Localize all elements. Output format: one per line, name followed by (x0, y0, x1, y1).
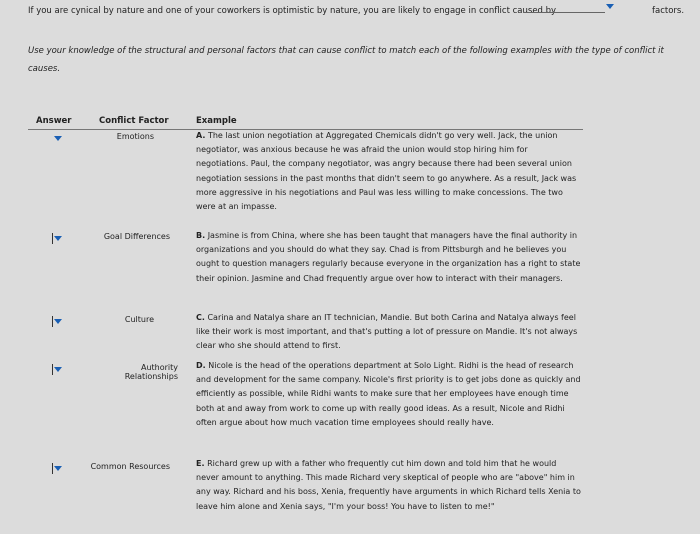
conflict-factor-label: Goal Differences (103, 232, 170, 241)
cursor-bar-icon (52, 233, 53, 244)
example-body: The last union negotiation at Aggregated Chemicals didn't go very well. Jack, the union negotiator, was anxious because he was afraid the union would stop hiring him for negotiations. Paul, the company negotiator, was angry because there had been several union negotiation sessions in the past months that didn't seem to go anywhere. As a result, Jack was more aggressive in his negotiations and Paul was less willing to make concessions. The two were at an impasse. (196, 131, 577, 212)
question-text: If you are cynical by nature and one of your coworkers is optimistic by nature, you are likely to engage in conflict caused by (28, 6, 557, 16)
example-letter: E. (196, 459, 205, 468)
dropdown-arrow-icon (54, 236, 62, 241)
answer-dropdown[interactable] (52, 364, 64, 376)
cursor-bar-icon (52, 364, 53, 375)
conflict-factor-label: Emotions (116, 132, 154, 141)
dropdown-arrow-icon (54, 136, 62, 141)
dropdown-arrow-icon (54, 466, 62, 471)
example-text (196, 311, 581, 354)
dropdown-arrow-icon (54, 367, 62, 372)
conflict-factor-label: Common Resources (90, 462, 170, 471)
example-body: Jasmine is from China, where she has been taught that managers have the final authority in organizations and you should do what they say. Chad is from Pittsburgh and he believes you ought to question managers regularly because everyone in the organization has a right to state their opinion. Jasmine and Chad frequently argue over how to interact with their managers. (196, 231, 581, 283)
example-body: Nicole is the head of the operations department at Solo Light. Ridhi is the head of research and development for the same company. Nicole's first priority is to get jobs done as quickly and efficiently as possible, while Ridhi wants to make sure that her employees have enough time both at and away from work to come up with really good ideas. As a result, Nicole and Ridhi often argue about how much vacation time employees should really have. (196, 361, 581, 427)
example-text (196, 229, 581, 286)
conflict-factor-label: Authority Relationships (124, 363, 178, 381)
dropdown-arrow-icon[interactable] (606, 4, 614, 9)
header-answer: Answer (36, 116, 72, 126)
example-body: Richard grew up with a father who frequently cut him down and told him that he would never amount to anything. This made Richard very skeptical of people who are "above" him in any way. Richard and his boss, Xenia, frequently have arguments in which Richard tells Xenia to leave him alone and Xenia says, "I'm your boss! You have to listen to me!" (196, 459, 581, 511)
example-letter: D. (196, 361, 206, 370)
example-text (196, 129, 581, 214)
answer-dropdown[interactable] (52, 463, 64, 475)
example-text (196, 359, 581, 430)
header-conflict-factor: Conflict Factor (99, 116, 169, 126)
cursor-bar-icon (52, 316, 53, 327)
cursor-bar-icon (52, 463, 53, 474)
header-example: Example (196, 116, 237, 126)
answer-dropdown[interactable] (52, 233, 64, 245)
question-line (28, 4, 698, 18)
question-suffix: factors. (652, 6, 685, 16)
example-body: Carina and Natalya share an IT technician, Mandie. But both Carina and Natalya always feel like their work is most important, and that's putting a lot of pressure on Mandie. It's not always clear who she should attend to first. (196, 313, 578, 351)
instruction-text: Use your knowledge of the structural and personal factors that can cause conflict to match each of the following examples with the type of conflict it causes. (28, 46, 664, 74)
answer-dropdown[interactable] (52, 316, 64, 328)
answer-blank[interactable] (523, 12, 605, 13)
dropdown-arrow-icon (54, 319, 62, 324)
answer-dropdown[interactable] (52, 133, 64, 145)
example-letter: A. (196, 131, 206, 140)
example-text (196, 457, 581, 514)
conflict-factor-label: Culture (124, 315, 154, 324)
example-letter: C. (196, 313, 205, 322)
example-letter: B. (196, 231, 206, 240)
